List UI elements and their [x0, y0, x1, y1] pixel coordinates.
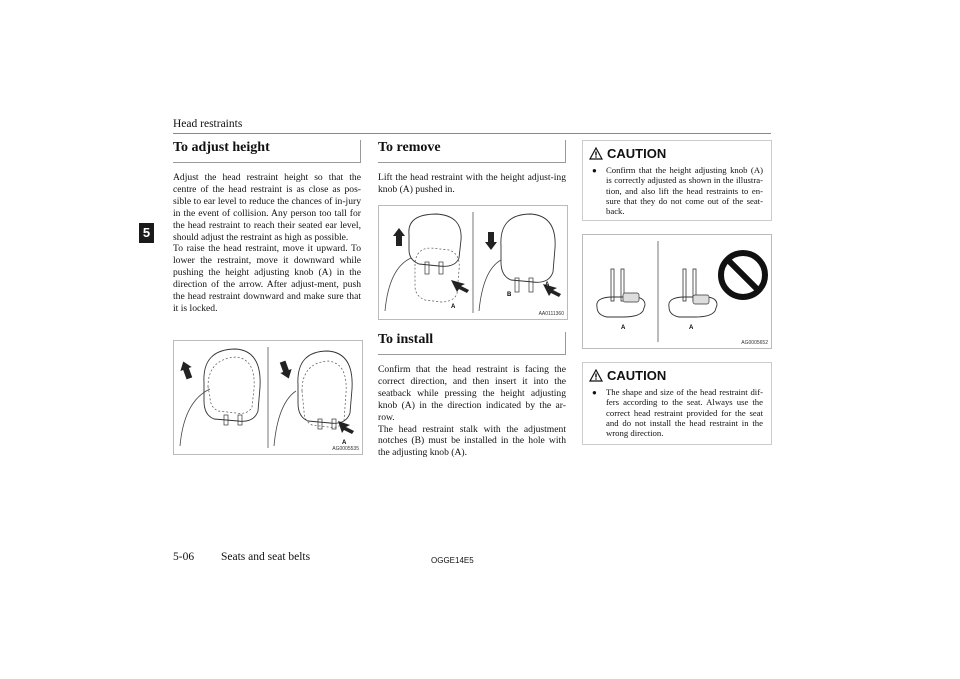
install-section: [378, 332, 566, 459]
knob-position-illustration: [583, 235, 771, 348]
label-b: B: [507, 292, 512, 298]
section-heading-remove: To remove: [378, 140, 566, 163]
warning-triangle-icon: [589, 369, 603, 382]
bullet-icon: ●: [592, 388, 597, 397]
paragraph: The head restraint stalk with the adjustment notches (B) must be installed in the hole with the adjusting knob (A).: [378, 423, 566, 459]
caution-item: [583, 163, 771, 222]
warning-triangle-icon: [589, 147, 603, 160]
caution-text: The shape and size of the head restraint dif-fers according to the seat. Always use the correct head restraint provided for the seat and do not install the head restraint in the wrong direction.: [606, 387, 763, 439]
bullet-icon: ●: [592, 166, 597, 175]
header-rule: [173, 133, 771, 134]
footer-section-title: Seats and seat belts: [221, 551, 311, 563]
head-restraint-illustration: [174, 341, 362, 454]
figure-remove: [378, 205, 568, 320]
caution-box-1: [582, 140, 772, 221]
chapter-tab: 5: [139, 223, 154, 243]
caution-title: CAUTION: [607, 145, 667, 161]
page-number: 5-06: [173, 551, 195, 563]
running-header: Head restraints: [173, 118, 243, 130]
label-a-right: A: [545, 282, 550, 288]
figure-code: AG0005535: [332, 446, 359, 452]
paragraph: Lift the head restraint with the height adjust-ing knob (A) pushed in.: [378, 172, 566, 195]
section-heading-adjust-height: To adjust height: [173, 140, 361, 163]
label-a-left: A: [451, 304, 456, 310]
caution-header: [583, 141, 771, 163]
paragraph: Confirm that the head restraint is facing the correct direction, and then insert it into the seatback while pressing the height adjusting knob (A) in the direction indicated by the ar-row.: [378, 364, 566, 423]
caution-header: [583, 363, 771, 385]
label-a-left: A: [621, 325, 626, 331]
prohibition-icon: [721, 253, 765, 297]
figure-adjust-height: [173, 340, 363, 455]
caution-title: CAUTION: [607, 367, 667, 383]
caution-box-2: [582, 362, 772, 445]
document-code: OGGE14E5: [431, 556, 474, 565]
column-1: [173, 140, 361, 315]
label-a: A: [342, 440, 347, 446]
figure-knob-position: [582, 234, 772, 349]
paragraph: To raise the head restraint, move it upward. To lower the restraint, move it downward while pushing the height adjusting knob (A) in the direction of the arrow. After adjust-ment, push the head restraint downward and make sure that it is locked.: [173, 243, 361, 314]
head-restraint-removal-illustration: [379, 206, 567, 319]
caution-item: [583, 385, 771, 444]
caution-text: Confirm that the height adjusting knob (A) is correctly adjusted as shown in the illustra-tion, and also lift the head restraints to en-sure that they do not come out of the seat-back.: [606, 165, 763, 217]
section-heading-install: To install: [378, 332, 566, 355]
column-2: [378, 140, 566, 196]
paragraph: Adjust the head restraint height so that the centre of the head restraint is as close as pos-sible to ear level to reduce the chances of in-jury in the event of collision. Any person too tall for the head restraint to reach their seated ear level, should adjust the restraint as high as possible.: [173, 172, 361, 243]
label-a-right: A: [689, 325, 694, 331]
figure-code: AA0111360: [538, 311, 564, 317]
figure-code: AG0005652: [741, 340, 768, 346]
